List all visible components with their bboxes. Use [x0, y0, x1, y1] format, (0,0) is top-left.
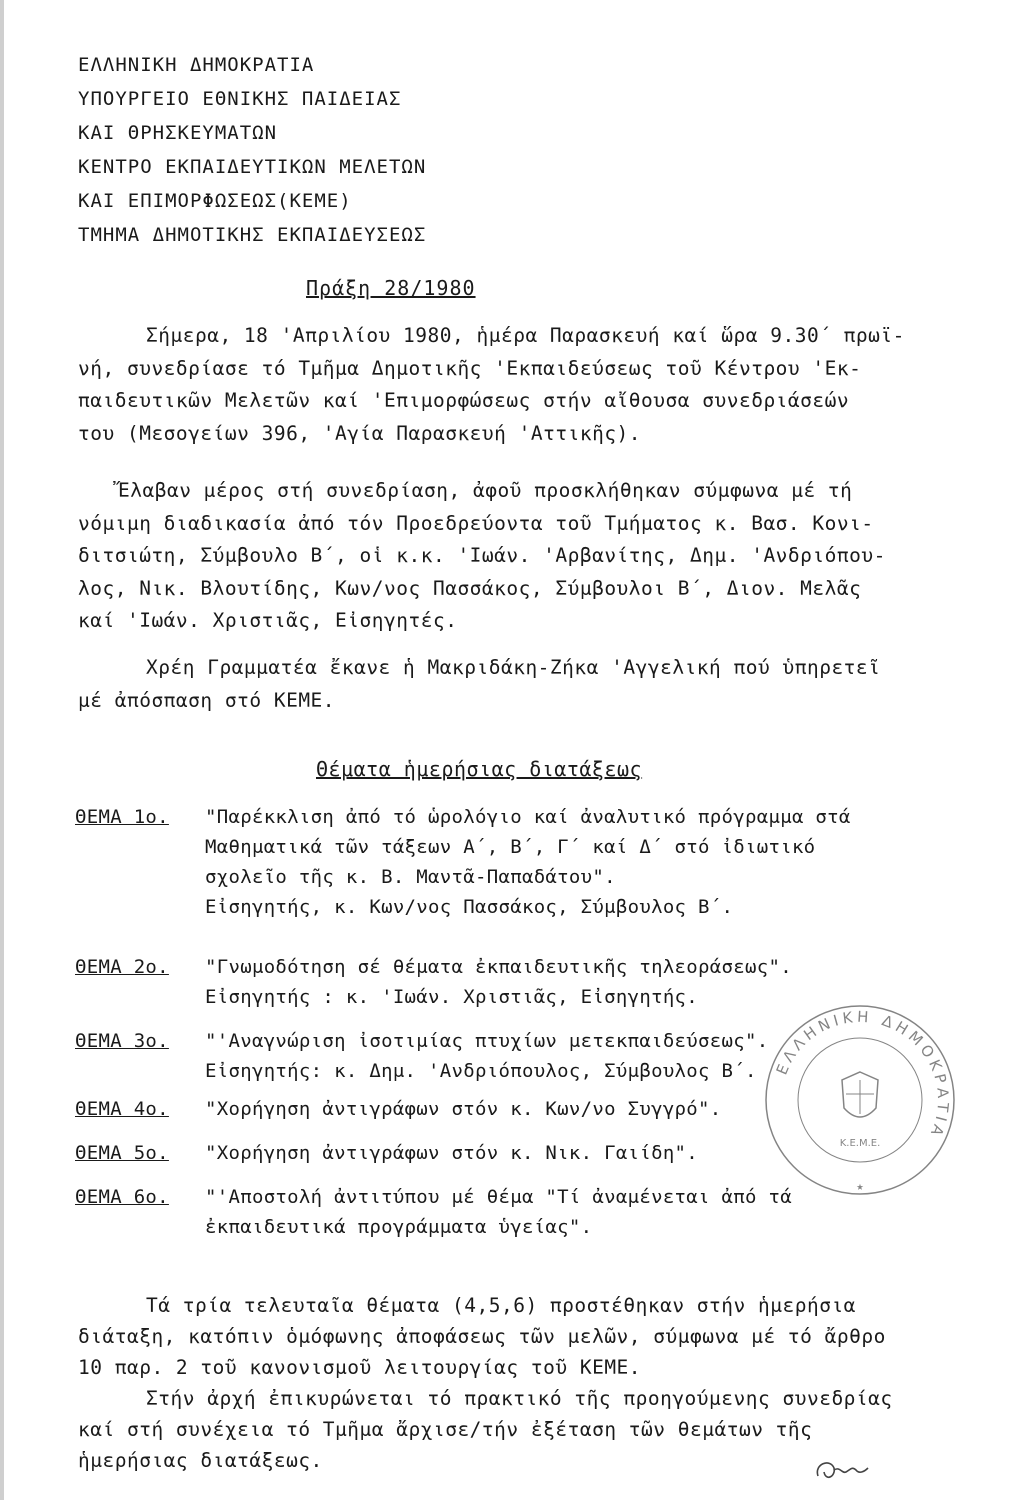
text-line: μέ ἀπόσπαση στό ΚΕΜΕ. [78, 688, 336, 712]
text-line: διτσιώτη, Σύμβουλο Β΄, οἱ κ.κ. 'Ιωάν. 'Αρβανίτης, Δημ. 'Ανδριόπου- [78, 544, 886, 567]
text-line: καί στή συνέχεια τό Τμῆμα ἄρχισε/τήν ἐξέταση τῶν θεμάτων τῆς [78, 1418, 813, 1441]
agenda-item-label: ΘΕΜΑ 3ο. [75, 1030, 169, 1052]
document-title: Πράξη 28/1980 [306, 276, 476, 300]
members-paragraph [78, 475, 886, 638]
text-line: νόμιμη διαδικασία ἀπό τόν Προεδρεύοντα τοῦ Τμήματος κ. Βασ. Κονι- [78, 511, 874, 535]
agenda-item-label: ΘΕΜΑ 1ο. [75, 806, 169, 828]
text-line: "'Αναγνώριση ἰσοτιμίας πτυχίων μετεκπαιδεύσεως". [205, 1030, 769, 1052]
official-stamp [760, 1000, 960, 1200]
text-line: ἡμερήσιας διατάξεως. [78, 1449, 323, 1472]
text-line: Σήμερα, 18 'Απριλίου 1980, ἡμέρα Παρασκευή καί ὥρα 9.30΄ πρωϊ- [146, 324, 905, 347]
text-line: Μαθηματικά τῶν τάξεων Α΄, Β΄, Γ΄ καί Δ΄ στό ἰδιωτικό [205, 836, 816, 858]
svg-text:Κ.Ε.Μ.Ε.: Κ.Ε.Μ.Ε. [839, 1138, 881, 1149]
header-line: ΚΑΙ ΘΡΗΣΚΕΥΜΑΤΩΝ [78, 122, 278, 144]
agenda-item-body [205, 802, 995, 922]
text-line: νή, συνεδρίασε τό Τμῆμα Δημοτικῆς 'Εκπαιδεύσεως τοῦ Κέντρου 'Εκ- [78, 356, 862, 380]
svg-text:ΕΛΛΗΝΙΚΗ ΔΗΜΟΚΡΑΤΙΑ: ΕΛΛΗΝΙΚΗ ΔΗΜΟΚΡΑΤΙΑ [772, 1007, 953, 1143]
text-line: ἐκπαιδευτικά προγράμματα ὑγείας". [205, 1216, 593, 1238]
text-line: "Χορήγηση ἀντιγράφων στόν κ. Κων/νο Συγγρό". [205, 1098, 722, 1120]
text-line: Εἰσηγητής, κ. Κων/νος Πασσάκος, Σύμβουλος Β΄. [205, 896, 734, 918]
text-line: παιδευτικῶν Μελετῶν καί 'Επιμορφώσεως στήν αἴθουσα συνεδριάσεών [78, 389, 850, 412]
page-edge [0, 0, 4, 1500]
agenda-item-label: ΘΕΜΑ 2ο. [75, 956, 169, 978]
text-line: 10 παρ. 2 τοῦ κανονισμοῦ λειτουργίας τοῦ ΚΕΜΕ. [78, 1356, 642, 1379]
letterhead [78, 48, 426, 252]
text-line: Χρέη Γραμματέα ἔκανε ἡ Μακριδάκη-Ζήκα 'Αγγελική πού ὑπηρετεῖ [146, 656, 881, 679]
text-line: σχολεῖο τῆς κ. Β. Μαντᾶ-Παπαδάτου". [205, 866, 616, 888]
closing-paragraph [78, 1290, 893, 1476]
header-line: ΤΜΗΜΑ ΔΗΜΟΤΙΚΗΣ ΕΚΠΑΙΔΕΥΣΕΩΣ [78, 224, 427, 246]
text-line: του (Μεσογείων 396, 'Αγία Παρασκευή 'Αττικῆς). [78, 421, 642, 445]
header-line: ΕΛΛΗΝΙΚΗ ΔΗΜΟΚΡΑΤΙΑ [78, 54, 315, 76]
text-line: Εἰσηγητής : κ. 'Ιωάν. Χριστιᾶς, Εἰσηγητής. [205, 986, 699, 1008]
agenda-item-label: ΘΕΜΑ 4ο. [75, 1098, 169, 1120]
text-line: Στήν ἀρχή ἐπικυρώνεται τό πρακτικό τῆς προηγούμενης συνεδρίας [146, 1387, 893, 1410]
text-line: καί 'Ιωάν. Χριστιᾶς, Εἰσηγητές. [78, 609, 458, 632]
agenda-title: Θέματα ἡμερήσιας διατάξεως [316, 757, 643, 781]
text-line: διάταξη, κατόπιν ὁμόφωνης ἀποφάσεως τῶν μελῶν, σύμφωνα μέ τό ἄρθρο [78, 1325, 886, 1348]
text-line: "'Αποστολή ἀντιτύπου μέ θέμα "Τί ἀναμένεται ἀπό τά [205, 1186, 792, 1208]
header-line: ΚΑΙ ΕΠΙΜΟΡΦΩΣΕΩΣ(ΚΕΜΕ) [78, 190, 352, 212]
text-line: Εἰσηγητής: κ. Δημ. 'Ανδριόπουλος, Σύμβουλος Β΄. [205, 1060, 757, 1082]
svg-text:★: ★ [856, 1179, 864, 1193]
secretary-paragraph [78, 652, 880, 717]
handwritten-initials [812, 1454, 882, 1488]
text-line: Τά τρία τελευταῖα θέματα (4,5,6) προστέθηκαν στήν ἡμερήσια [146, 1294, 856, 1317]
intro-paragraph [78, 320, 905, 450]
text-line: "Παρέκκλιση ἀπό τό ὡρολόγιο καί ἀναλυτικό πρόγραμμα στά [205, 806, 851, 828]
text-line: "Γνωμοδότηση σέ θέματα ἐκπαιδευτικῆς τηλεοράσεως". [205, 956, 792, 978]
text-line: Ἔλαβαν μέρος στή συνεδρίαση, ἀφοῦ προσκλήθηκαν σύμφωνα μέ τή [118, 479, 853, 502]
header-line: ΚΕΝΤΡΟ ΕΚΠΑΙΔΕΥΤΙΚΩΝ ΜΕΛΕΤΩΝ [78, 156, 427, 178]
header-line: ΥΠΟΥΡΓΕΙΟ ΕΘΝΙΚΗΣ ΠΑΙΔΕΙΑΣ [78, 88, 402, 110]
agenda-item-label: ΘΕΜΑ 6ο. [75, 1186, 169, 1208]
text-line: λος, Νικ. Βλουτίδης, Κων/νος Πασσάκος, Σύμβουλοι Β΄, Διον. Μελᾶς [78, 576, 862, 600]
text-line: "Χορήγηση ἀντιγράφων στόν κ. Νικ. Γαιίδη". [205, 1142, 699, 1164]
agenda-item-label: ΘΕΜΑ 5ο. [75, 1142, 169, 1164]
